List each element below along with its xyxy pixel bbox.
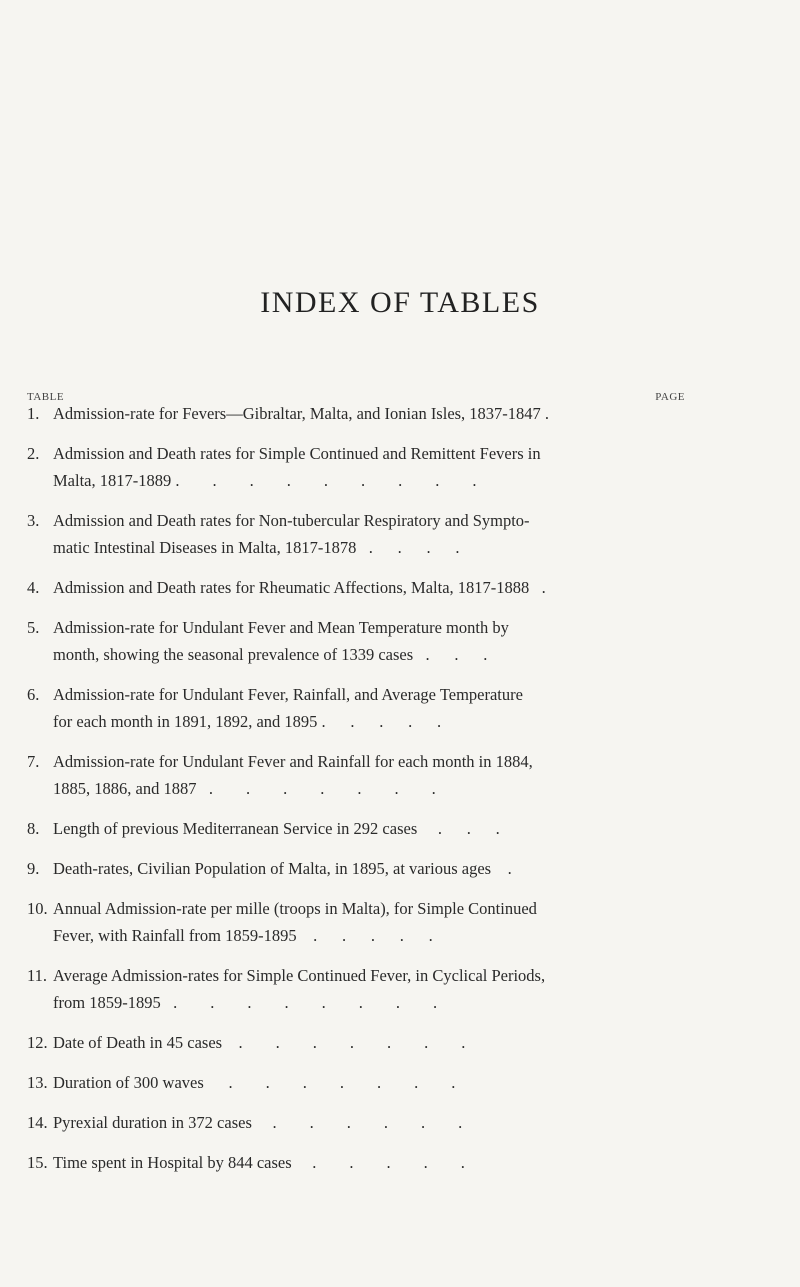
entry-text bbox=[53, 962, 685, 1016]
entry-line: Admission and Death rates for Simple Continued and Remittent Fevers in bbox=[53, 444, 541, 463]
entry-line: Fever, with Rainfall from 1859-1895 . . . . . bbox=[53, 926, 433, 945]
entry-text bbox=[53, 507, 685, 561]
entry-text bbox=[53, 440, 685, 494]
list-item bbox=[27, 440, 685, 494]
list-item bbox=[27, 1069, 685, 1096]
list-item bbox=[27, 507, 685, 561]
entry-number: 11. bbox=[27, 966, 48, 985]
list-item bbox=[27, 574, 685, 601]
entry-text bbox=[53, 614, 685, 668]
page-title: INDEX OF TABLES bbox=[260, 286, 540, 319]
list-item bbox=[27, 614, 685, 668]
entry-text bbox=[53, 400, 685, 427]
list-item bbox=[27, 400, 685, 427]
entry-text bbox=[53, 748, 685, 802]
list-item bbox=[27, 681, 685, 735]
list-item bbox=[27, 1109, 685, 1136]
entry-number: 7. bbox=[27, 752, 40, 771]
list-item bbox=[27, 1149, 685, 1176]
entry-line: Death-rates, Civilian Population of Malta, in 1895, at various ages . bbox=[53, 859, 512, 878]
entry-number: 9. bbox=[27, 859, 40, 878]
entry-line: Duration of 300 waves . . . . . . . bbox=[53, 1073, 456, 1092]
entry-number: 6. bbox=[27, 685, 40, 704]
entry-line: Average Admission-rates for Simple Continued Fever, in Cyclical Periods, bbox=[53, 966, 546, 985]
entry-page bbox=[645, 0, 685, 1176]
list-item bbox=[27, 815, 685, 842]
entry-text bbox=[53, 855, 685, 882]
entry-number: 15. bbox=[27, 1153, 48, 1172]
entry-number: 4. bbox=[27, 578, 40, 597]
list-item bbox=[27, 748, 685, 802]
entry-text bbox=[53, 1149, 685, 1176]
entry-line: matic Intestinal Diseases in Malta, 1817-1878 . . . . bbox=[53, 538, 460, 557]
entry-number: 3. bbox=[27, 511, 40, 530]
entry-line: Admission-rate for Fevers—Gibraltar, Malta, and Ionian Isles, 1837-1847 . bbox=[53, 404, 550, 423]
entry-text bbox=[53, 1029, 685, 1056]
entry-line: Date of Death in 45 cases . . . . . . . bbox=[53, 1033, 466, 1052]
table-index-list bbox=[27, 400, 685, 1176]
entry-line: Admission and Death rates for Rheumatic Affections, Malta, 1817-1888 . bbox=[53, 578, 546, 597]
entry-number: 8. bbox=[27, 819, 40, 838]
entry-number: 2. bbox=[27, 444, 40, 463]
list-item bbox=[27, 1029, 685, 1056]
table-column-header: TABLE bbox=[27, 391, 65, 403]
entry-number: 10. bbox=[27, 899, 48, 918]
entry-line: Admission-rate for Undulant Fever, Rainfall, and Average Temperature bbox=[53, 685, 523, 704]
entry-number: 12. bbox=[27, 1033, 48, 1052]
entry-text bbox=[53, 681, 685, 735]
entry-line: 1885, 1886, and 1887 . . . . . . . bbox=[53, 779, 436, 798]
entry-line: Malta, 1817-1889 . . . . . . . . . bbox=[53, 471, 477, 490]
entry-text bbox=[53, 1109, 685, 1136]
entry-line: Annual Admission-rate per mille (troops in Malta), for Simple Continued bbox=[53, 899, 537, 918]
entry-number: 1. bbox=[27, 404, 40, 423]
entry-number: 13. bbox=[27, 1073, 48, 1092]
page-column-header: PAGE bbox=[655, 391, 685, 403]
entry-line: Admission-rate for Undulant Fever and Rainfall for each month in 1884, bbox=[53, 752, 533, 771]
entry-text bbox=[53, 815, 685, 842]
list-item bbox=[27, 962, 685, 1016]
entry-line: Admission-rate for Undulant Fever and Mean Temperature month by bbox=[53, 618, 509, 637]
entry-number: 5. bbox=[27, 618, 40, 637]
entry-line: Admission and Death rates for Non-tubercular Respiratory and Sympto- bbox=[53, 511, 530, 530]
entry-line: Pyrexial duration in 372 cases . . . . . . bbox=[53, 1113, 463, 1132]
entry-line: month, showing the seasonal prevalence of 1339 cases . . . bbox=[53, 645, 488, 664]
entry-line: Length of previous Mediterranean Service in 292 cases . . . bbox=[53, 819, 500, 838]
entry-line: from 1859-1895 . . . . . . . . bbox=[53, 993, 438, 1012]
entry-text bbox=[53, 1069, 685, 1096]
entry-number: 14. bbox=[27, 1113, 48, 1132]
entry-text bbox=[53, 574, 685, 601]
list-item bbox=[27, 895, 685, 949]
entry-text bbox=[53, 895, 685, 949]
entry-line: for each month in 1891, 1892, and 1895 . . . . . bbox=[53, 712, 442, 731]
list-item bbox=[27, 855, 685, 882]
entry-line: Time spent in Hospital by 844 cases . . . . . bbox=[53, 1153, 465, 1172]
